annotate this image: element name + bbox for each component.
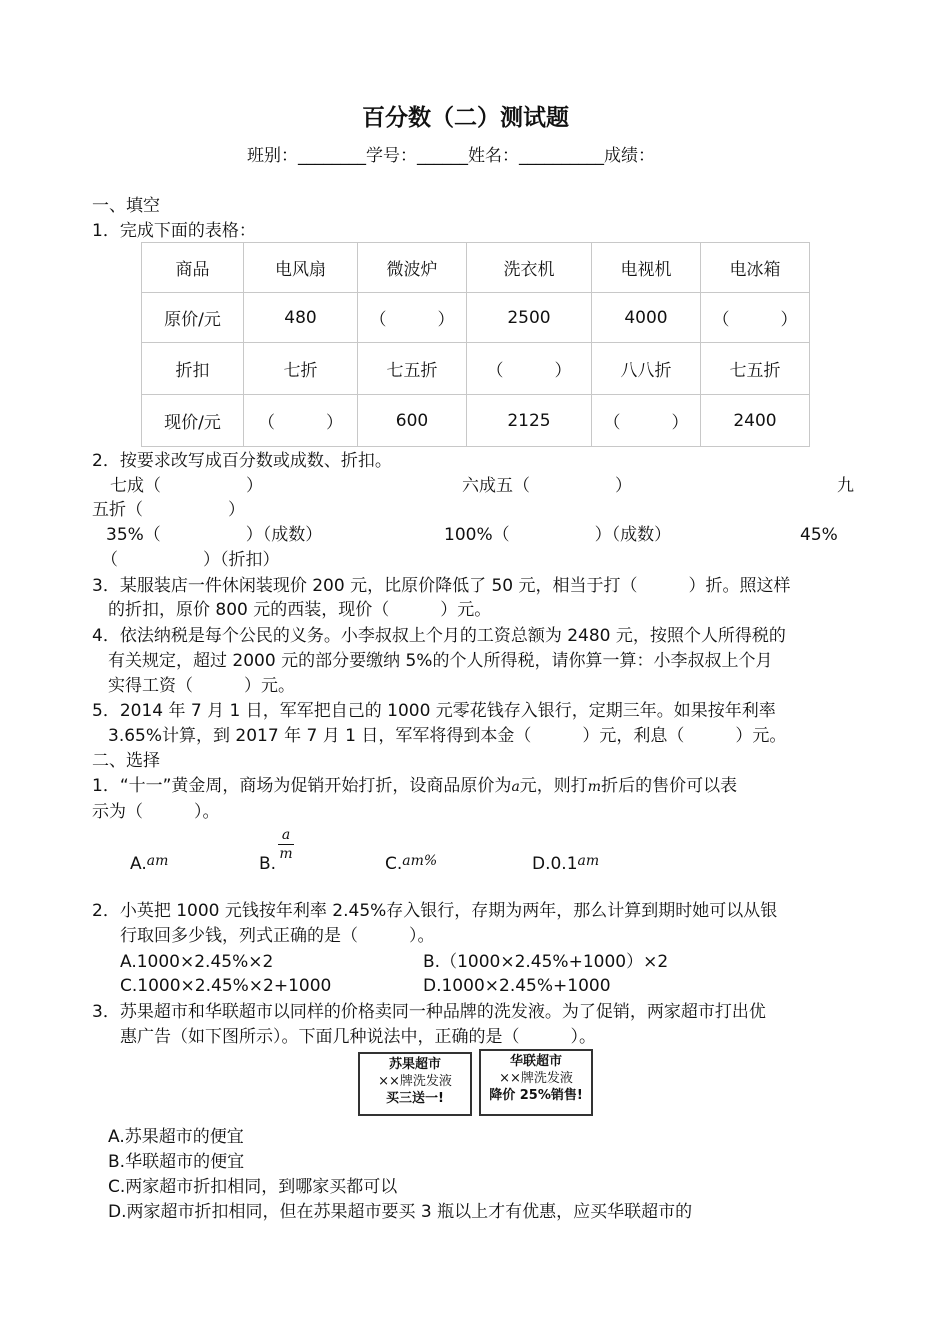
table-cell: 现价/元 <box>142 395 244 447</box>
q1-2-item: 五折（ ） <box>92 500 245 520</box>
ad-line: 苏果超市 <box>388 1057 441 1072</box>
q2-1-option-c <box>385 853 437 876</box>
q2-3-option-a: A.苏果超市的便宜 <box>108 1127 244 1147</box>
table-cell: 洗衣机 <box>467 243 592 293</box>
table-row <box>142 243 810 293</box>
q2-1-text: 元，则打 <box>519 776 588 796</box>
table-cell: 电风扇 <box>244 243 358 293</box>
ad-line: 降价 25%销售! <box>489 1088 583 1103</box>
q2-2-option-b: B.（1000×2.45%+1000）×2 <box>423 952 669 972</box>
option-label: C. <box>385 854 403 874</box>
table-row <box>142 293 810 343</box>
q2-1-line <box>92 775 737 798</box>
goods-table <box>141 242 810 447</box>
variable-a: a <box>511 779 520 795</box>
ad-line: 华联超市 <box>509 1054 562 1069</box>
q1-2-label: 2．按要求改写成百分数或成数、折扣。 <box>92 451 392 471</box>
q1-5-line: 5．2014 年 7 月 1 日，军军把自己的 1000 元零花钱存入银行，定期三年。如果按年利率 <box>92 701 776 721</box>
table-cell: 600 <box>358 395 467 447</box>
table-cell: （ ） <box>701 293 810 343</box>
q1-2-item: 六成五（ ） <box>462 476 632 496</box>
q1-2-item: 九 <box>837 476 854 496</box>
q1-4-line: 实得工资（ ）元。 <box>108 676 295 696</box>
q1-1-label: 1．完成下面的表格： <box>92 221 256 241</box>
table-cell: 原价/元 <box>142 293 244 343</box>
q2-3-line: 惠广告（如下图所示）。下面几种说法中，正确的是（ ）。 <box>120 1027 596 1047</box>
hualian-ad <box>479 1049 593 1116</box>
q2-2-option-d: D.1000×2.45%+1000 <box>423 976 611 996</box>
ad-line: ××牌洗发液 <box>378 1074 452 1089</box>
q1-2-item: 45% <box>800 525 838 545</box>
q2-3-option-d: D.两家超市折扣相同，但在苏果超市要买 3 瓶以上才有优惠，应买华联超市的 <box>108 1202 693 1222</box>
q2-1-line: 示为（ ）。 <box>92 802 220 822</box>
variable-m: m <box>587 779 602 795</box>
student-info-line: 班别：________学号：______姓名：__________成绩： <box>247 146 655 166</box>
section-2-heading: 二、选择 <box>92 751 160 771</box>
table-cell: 4000 <box>592 293 701 343</box>
q2-2-line: 2．小英把 1000 元钱按年利率 2.45%存入银行，存期为两年，那么计算到期时她可以从银 <box>92 901 778 921</box>
table-cell: 电冰箱 <box>701 243 810 293</box>
q2-1-text: 折后的售价可以表 <box>601 776 738 796</box>
q2-3-line: 3．苏果超市和华联超市以同样的价格卖同一种品牌的洗发液。为了促销，两家超市打出优 <box>92 1002 766 1022</box>
page-title: 百分数（二）测试题 <box>362 104 569 131</box>
table-cell: 480 <box>244 293 358 343</box>
q2-1-option-d <box>532 853 599 876</box>
option-label: A. <box>130 854 147 874</box>
table-row <box>142 395 810 447</box>
q2-1-option-a <box>130 853 168 876</box>
table-cell: 七五折 <box>358 343 467 395</box>
q1-3-line: 的折扣，原价 800 元的西装，现价（ ）元。 <box>108 600 492 620</box>
table-cell: （ ） <box>358 293 467 343</box>
table-cell: 2500 <box>467 293 592 343</box>
q2-2-line: 行取回多少钱，列式正确的是（ ）。 <box>120 926 435 946</box>
q1-2-item: 35%（ ）（成数） <box>106 525 323 545</box>
table-cell: 2400 <box>701 395 810 447</box>
q1-3-line: 3．某服装店一件休闲装现价 200 元，比原价降低了 50 元，相当于打（ ）折。照这样 <box>92 576 791 596</box>
q2-1-text: 1．“十一”黄金周，商场为促销开始打折，设商品原价为 <box>92 776 512 796</box>
q2-2-option-c: C.1000×2.45%×2+1000 <box>120 976 332 996</box>
q1-2-item: （ ）（折扣） <box>101 550 280 570</box>
fraction-denominator: m <box>279 846 293 862</box>
table-cell: （ ） <box>467 343 592 395</box>
table-cell: （ ） <box>592 395 701 447</box>
table-cell: 折扣 <box>142 343 244 395</box>
table-cell: 商品 <box>142 243 244 293</box>
option-expression: am <box>146 853 169 869</box>
suguo-ad <box>358 1052 472 1116</box>
fraction <box>278 826 294 863</box>
table-cell: 七五折 <box>701 343 810 395</box>
q2-3-option-b: B.华联超市的便宜 <box>108 1152 245 1172</box>
option-label: D.0.1 <box>532 854 578 874</box>
table-row <box>142 343 810 395</box>
q1-4-line: 4．依法纳税是每个公民的义务。小李叔叔上个月的工资总额为 2480 元，按照个人所得税的 <box>92 626 786 646</box>
fraction-numerator: a <box>281 827 291 843</box>
q2-3-option-c: C.两家超市折扣相同，到哪家买都可以 <box>108 1177 398 1197</box>
table-cell: （ ） <box>244 395 358 447</box>
section-1-heading: 一、填空 <box>92 196 160 216</box>
q1-2-item: 七成（ ） <box>110 476 263 496</box>
q2-2-option-a: A.1000×2.45%×2 <box>120 952 274 972</box>
option-expression: am <box>577 853 600 869</box>
table-cell: 电视机 <box>592 243 701 293</box>
ad-line: ××牌洗发液 <box>499 1071 573 1086</box>
q1-2-item: 100%（ ）（成数） <box>444 525 672 545</box>
option-expression: am% <box>402 853 438 869</box>
table-cell: 七折 <box>244 343 358 395</box>
q1-5-line: 3.65%计算，到 2017 年 7 月 1 日，军军将得到本金（ ）元，利息（ ）元。 <box>108 726 787 746</box>
ad-line: 买三送一! <box>386 1091 444 1106</box>
q2-1-option-b: B. <box>259 854 277 874</box>
table-cell: 2125 <box>467 395 592 447</box>
table-cell: 微波炉 <box>358 243 467 293</box>
q1-4-line: 有关规定，超过 2000 元的部分要缴纳 5%的个人所得税，请你算一算：小李叔叔上个月 <box>108 651 773 671</box>
table-cell: 八八折 <box>592 343 701 395</box>
